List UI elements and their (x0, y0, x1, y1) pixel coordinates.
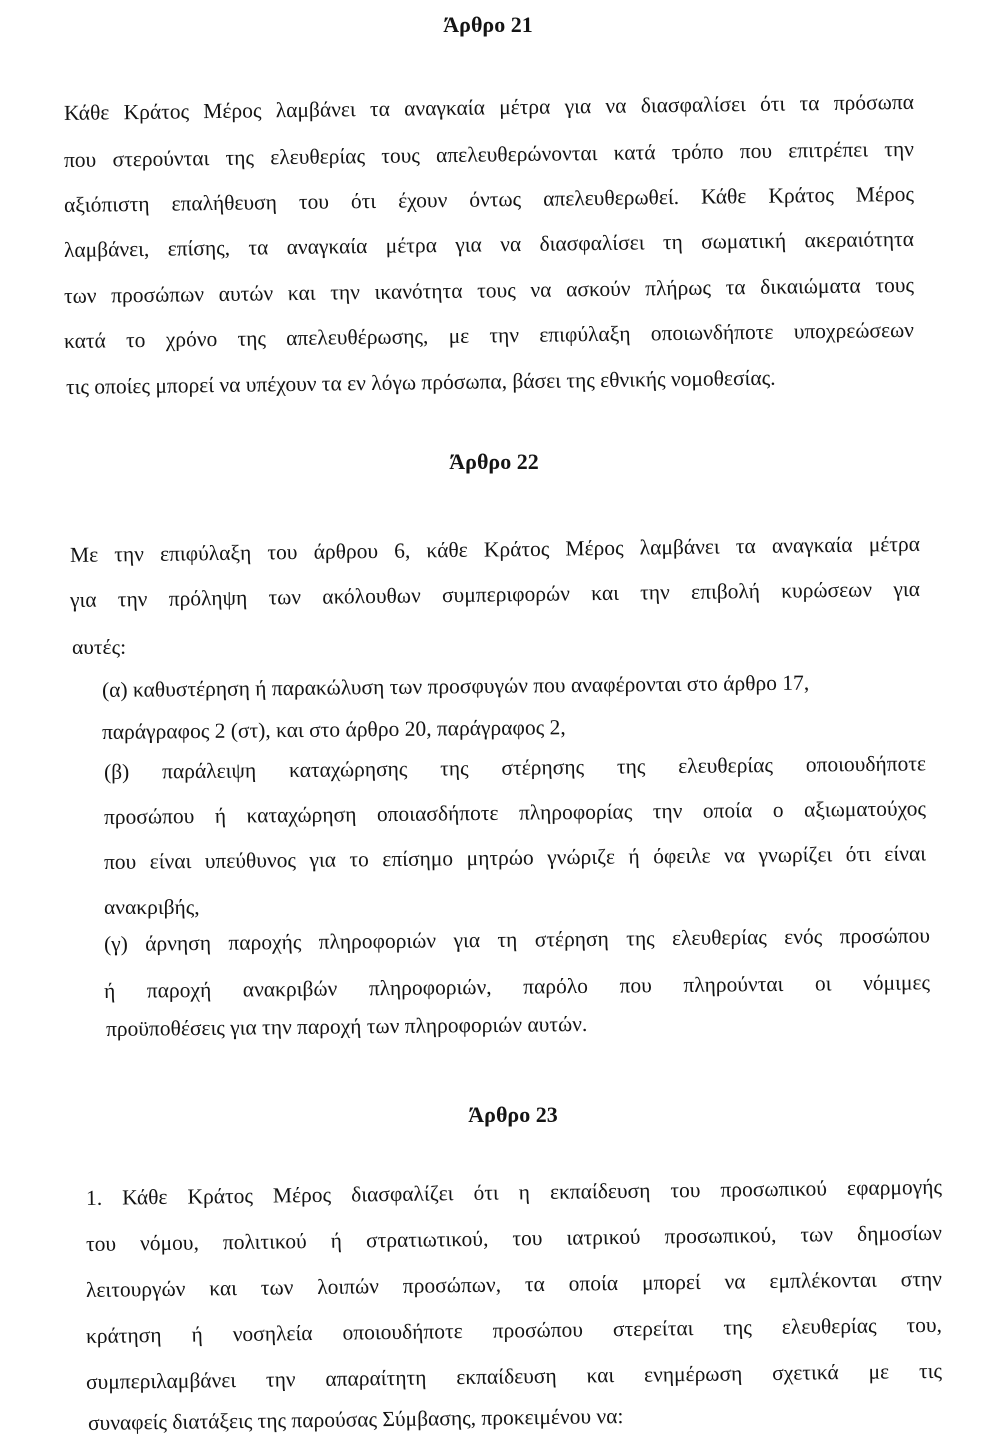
article-22-item-c-line-2: ή παροχή ανακριβών πληροφοριών, παρόλο που πληρούνται οι νόμιμες (103, 970, 931, 1003)
article-22-line-2: για την πρόληψη των ακόλουθων συμπεριφορών και την επιβολή κυρώσεων για (69, 576, 921, 612)
article-23-line-2: του νόμου, πολιτικού ή στρατιωτικού, του ιατρικού προσωπικού, των δημοσίων (85, 1220, 943, 1256)
article-21-line-4: λαμβάνει, επίσης, τα αναγκαία μέτρα για να διασφαλίσει τη σωματική ακεραιότητα (63, 226, 915, 262)
article-23-line-1: 1. Κάθε Κράτος Μέρος διασφαλίζει ότι η εκπαίδευση του προσωπικού εφαρμογής (85, 1174, 943, 1210)
article-22-heading: Άρθρο 22 (449, 449, 539, 474)
article-22-item-c-line-3: προϋποθέσεις για την παροχή των πληροφοριών αυτών. (105, 1011, 588, 1041)
article-23-line-6: συναφείς διατάξεις της παρούσας Σύμβασης, προκειμένου να: (87, 1403, 624, 1435)
article-22-item-a-line-1: (α) καθυστέρηση ή παρακώλυση των προσφυγών που αναφέρονται στο άρθρο 17, (101, 670, 810, 702)
article-22-item-a-line-2: παράγραφος 2 (στ), και στο άρθρο 20, παράγραφος 2, (101, 715, 566, 744)
article-23-line-5: συμπεριλαμβάνει την απαραίτητη εκπαίδευση και ενημέρωση σχετικά με τις (85, 1358, 943, 1394)
article-21-line-7: τις οποίες μπορεί να υπέχουν τα εν λόγω πρόσωπα, βάσει της εθνικής νομοθεσίας. (65, 365, 776, 399)
article-22-item-b-line-1: (β) παράλειψη καταχώρησης της στέρησης της ελευθερίας οποιουδήποτε (103, 751, 927, 784)
article-22-item-b-line-4: ανακριβής, (104, 895, 200, 919)
article-22-item-c-line-1: (γ) άρνηση παροχής πληροφοριών για τη στέρηση της ελευθερίας ενός προσώπου (103, 923, 931, 956)
article-22-line-1: Με την επιφύλαξη του άρθρου 6, κάθε Κράτος Μέρος λαμβάνει τα αναγκαία μέτρα (69, 531, 921, 567)
article-22-line-3: αυτές: (72, 635, 127, 659)
article-21-heading: Άρθρο 21 (443, 12, 533, 37)
article-21-line-2: που στερούνται της ελευθερίας τους απελευθερώνονται κατά τρόπο που επιτρέπει την (63, 136, 915, 172)
article-23-line-4: κράτηση ή νοσηλεία οποιουδήποτε προσώπου στερείται της ελευθερίας του, (85, 1312, 943, 1348)
article-21-line-1: Κάθε Κράτος Μέρος λαμβάνει τα αναγκαία μέτρα για να διασφαλίσει ότι τα πρόσωπα (63, 89, 915, 125)
article-21-line-3: αξιόπιστη επαλήθευση του ότι έχουν όντως απελευθερωθεί. Κάθε Κράτος Μέρος (63, 181, 915, 217)
article-21-line-5: των προσώπων αυτών και την ικανότητα τους να ασκούν πλήρως τα δικαιώματα τους (63, 272, 915, 308)
article-22-item-b-line-2: προσώπου ή καταχώρηση οποιασδήποτε πληροφορίας την οποία ο αξιωματούχος (103, 796, 927, 829)
article-23-line-3: λειτουργών και των λοιπών προσώπων, τα οποία μπορεί να εμπλέκονται στην (85, 1266, 943, 1302)
article-22-item-b-line-3: που είναι υπεύθυνος για το επίσημο μητρώο γνώριζε ή όφειλε να γνωρίζει ότι είναι (103, 841, 927, 874)
article-21-line-6: κατά το χρόνο της απελευθέρωσης, με την επιφύλαξη οποιωνδήποτε υποχρεώσεων (63, 317, 915, 353)
article-23-heading: Άρθρο 23 (468, 1102, 558, 1127)
